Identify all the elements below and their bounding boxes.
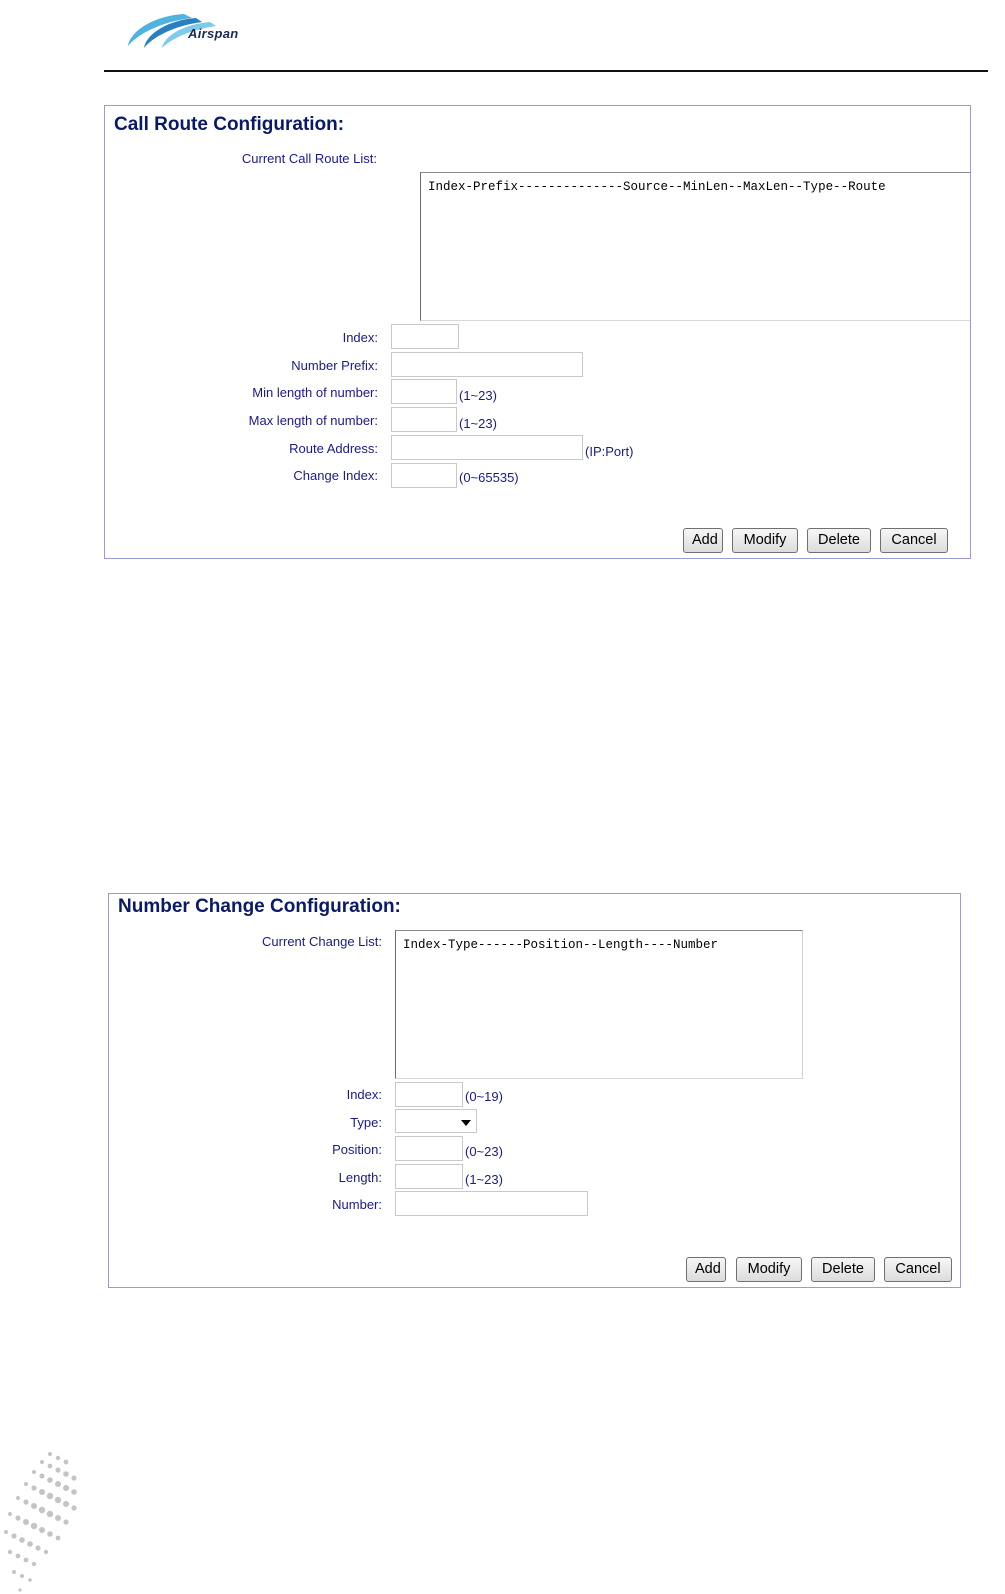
header-divider: [104, 70, 988, 72]
max-length-label: Max length of number:: [248, 413, 378, 428]
call-route-title: Call Route Configuration:: [114, 114, 345, 135]
call-route-list-header: Index-Prefix--------------Source--MinLen--MaxLen--Type--Route: [428, 180, 886, 194]
length-input[interactable]: [395, 1164, 463, 1189]
nc-index-label: Index:: [346, 1087, 382, 1102]
nc-cancel-button[interactable]: Cancel: [884, 1257, 952, 1282]
airspan-logo-text: Airspan: [188, 26, 239, 41]
delete-button[interactable]: Delete: [807, 528, 871, 553]
index-label: Index:: [342, 330, 378, 345]
nc-index-input[interactable]: [395, 1082, 463, 1107]
add-button[interactable]: Add: [683, 528, 723, 553]
min-length-input[interactable]: [391, 379, 457, 404]
number-input[interactable]: [395, 1191, 588, 1216]
call-route-panel: [104, 105, 971, 559]
call-route-list-label: Current Call Route List:: [241, 151, 377, 166]
route-address-label: Route Address:: [289, 441, 378, 456]
nc-index-hint: (0~19): [465, 1089, 503, 1104]
index-input[interactable]: [391, 324, 459, 349]
position-input[interactable]: [395, 1136, 463, 1161]
number-label: Number:: [332, 1197, 382, 1212]
position-hint: (0~23): [465, 1144, 503, 1159]
change-list-header: Index-Type------Position--Length----Number: [403, 938, 719, 952]
nc-add-button[interactable]: Add: [686, 1257, 726, 1282]
nc-delete-button[interactable]: Delete: [811, 1257, 875, 1282]
change-index-label: Change Index:: [293, 468, 378, 483]
nc-modify-button[interactable]: Modify: [736, 1257, 802, 1282]
chevron-down-icon: [461, 1120, 471, 1126]
max-length-input[interactable]: [391, 407, 457, 432]
route-address-input[interactable]: [391, 435, 583, 460]
min-length-label: Min length of number:: [252, 385, 378, 400]
number-prefix-input[interactable]: [391, 352, 583, 377]
type-select[interactable]: [395, 1109, 477, 1133]
max-length-hint: (1~23): [459, 416, 497, 431]
route-address-hint: (IP:Port): [585, 444, 634, 459]
change-list-label: Current Change List:: [262, 934, 382, 949]
modify-button[interactable]: Modify: [732, 528, 798, 553]
decorative-dots-pattern: [0, 1444, 100, 1594]
number-change-panel: [108, 893, 961, 1288]
length-hint: (1~23): [465, 1172, 503, 1187]
number-change-title: Number Change Configuration:: [118, 896, 401, 917]
type-label: Type:: [350, 1115, 382, 1130]
call-route-listbox[interactable]: [420, 172, 970, 321]
position-label: Position:: [332, 1142, 382, 1157]
change-index-input[interactable]: [391, 463, 457, 488]
change-index-hint: (0~65535): [459, 470, 519, 485]
number-prefix-label: Number Prefix:: [291, 358, 378, 373]
length-label: Length:: [338, 1170, 382, 1185]
change-listbox[interactable]: [395, 930, 803, 1079]
cancel-button[interactable]: Cancel: [880, 528, 948, 553]
min-length-hint: (1~23): [459, 388, 497, 403]
